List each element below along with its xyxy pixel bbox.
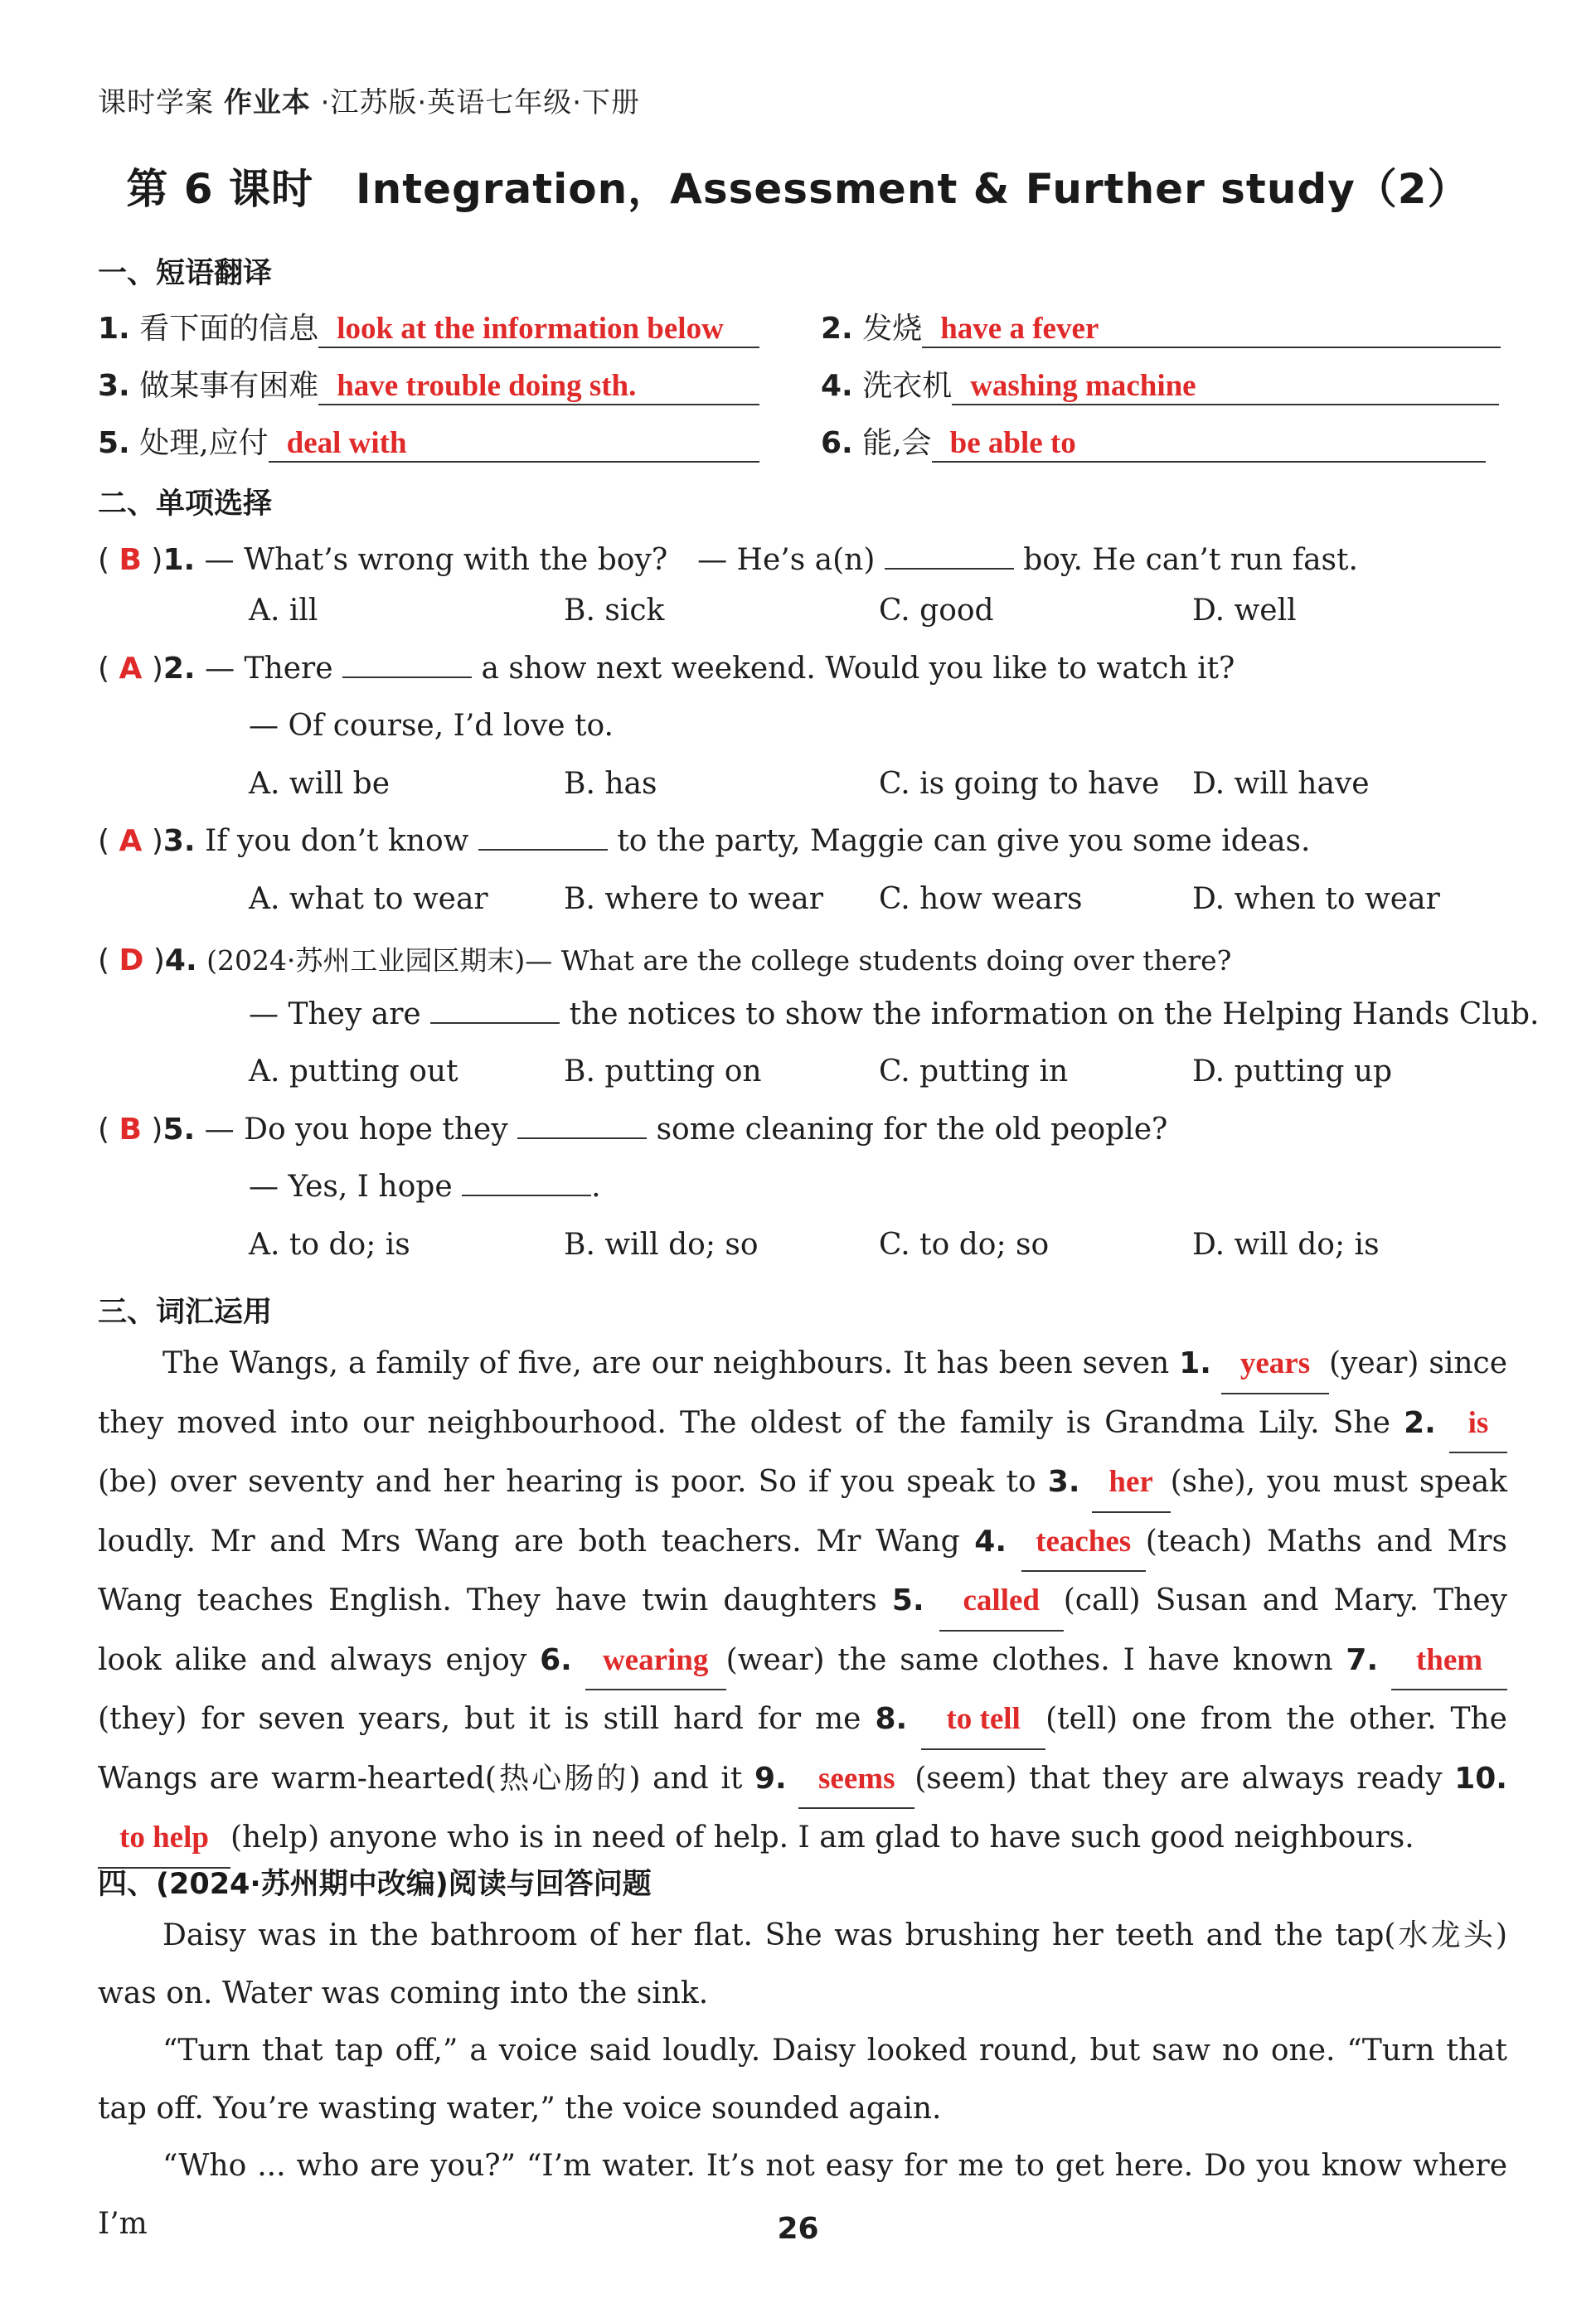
phrase-item-1: 1. 看下面的信息 look at the information below [98, 305, 759, 348]
vocabulary-cloze-passage: The Wangs, a family of five, are our neighbours. It has been seven 1. years (year) since they moved into our neighbourhood. The oldest of the family is Grandma Lily. She 2. is(be) over seventy and her hearing is poor. So if you speak to 3. her (she), you must speak loudly. Mr and Mrs Wang are both teachers. Mr Wang 4. teaches (teach) Maths and Mrs Wang teaches English. They have twin daughters 5. called (call) Susan and Mary. They look alike and always enjoy 6. wearing (wear) the same clothes. I have known 7. them(they) for seven years, but it is still hard for me 8. to tell (tell) one from the other. The Wangs are warm-hearted(热心肠的) and it 9. seems (seem) that they are always ready 10. to help (help) anyone who is in need of help. I am glad to have such good neighbours. [98, 1335, 1507, 1869]
cloze-answer-6: wearing [602, 1642, 709, 1677]
cloze-answer-8: to tell [946, 1702, 1021, 1736]
blank [478, 848, 608, 851]
mc-question-1: ( B )1. — What’s wrong with the boy? — He’s a(n) boy. He can’t run fast. [98, 543, 1358, 577]
section-heading-vocabulary: 三、词汇运用 [98, 1296, 273, 1329]
reading-paragraph-1: Daisy was in the bathroom of her flat. She was brushing her teeth and the tap(水龙头) was on. Water was coming into the sink. [98, 1918, 1507, 2010]
cloze-answer-4: teaches [1036, 1524, 1132, 1559]
page-number: 26 [777, 2212, 819, 2246]
blank [462, 1194, 591, 1196]
choice-answer: A [119, 652, 143, 686]
answer-text: have a fever [940, 312, 1099, 346]
worksheet-page: 课时学案 作业本 ·江苏版·英语七年级·下册 第 6 课时 Integration，Assessment & Further study（2） 一、短语翻译 1. 看下面的信息 look at the information below 2. 发烧 have a fever 3. 做某事有困难 have trouble doing sth. 4. 洗衣机 washing machine 5. 处理,应付 deal with 6. 能,会 be able to 二、单项选择 ( B )1. — What’s wrong with the boy? — He’s a(n) boy. He can’t run fast. A. ill B. sick C. good D. well ( A )2. — There a show next weekend. Would you like to watch it? — Of course, I’d love to. A. will be B. has C. is going to have D. will have ( A )3. If you don’t know to the party, Maggie can give you some ideas. A. what to wear B. where to wear C. how wears D. when to wear ( D )4. (2024·苏州工业园区期末)— What are the college students doing over there? — They are the notices to show the information on the Helping Hands Club. A. putting out B. putting on C. putting in D. putting up ( B )5. — Do you hope they some cleaning for the old people? — Yes, I hope . A. to do; is B. will do; so C. to do; so D. will do; is 三、词汇运用 The Wangs, a family of five, are our neighbours. It has been seven 1. years (year) since they moved into our neighbourhood. The oldest of the family is Grandma Lily. She 2. is(be) over seventy and her hearing is poor. So if you speak to 3. her (she), you must speak loudly. Mr and Mrs Wang are both teachers. Mr Wang 4. teaches (teach) Maths and Mrs Wang teaches English. They have twin daughters 5. called (call) Susan and Mary. They look alike and always enjoy 6. wearing (wear) the same clothes. I have known 7. them(they) for seven years, but it is still hard for me 8. to tell (tell) one from the other. The Wangs are warm-hearted(热心肠的) and it 9. seems (seem) that they are always ready 10. to help (help) anyone who is in need of help. I am glad to have such good neighbours. 四、(2024·苏州期中改编)阅读与回答问题 Daisy was in the bathroom of her flat. She was brushing her teeth and the tap(水龙头) was on. Water was coming into the sink. “Turn that tap off,” a voice said loudly. Daisy looked round, but saw no one. “Turn that tap off. You’re wasting water,” the voice sounded again. “Who ... who are you?” “I’m water. It’s not easy for me to get here. Do you know where I’m 26 [0, 0, 1596, 2313]
book-header [98, 80, 640, 120]
section-heading-reading: 四、(2024·苏州期中改编)阅读与回答问题 [98, 1868, 652, 1901]
reading-paragraph-3: “Who ... who are you?” “I’m water. It’s not easy for me to get here. Do you know where I’m [98, 2149, 1507, 2241]
phrase-item-2: 2. 发烧 have a fever [821, 305, 1501, 348]
cloze-answer-3: her [1108, 1465, 1153, 1499]
choice-answer: B [119, 1113, 142, 1147]
header-series: 课时学案 [98, 86, 214, 119]
section-heading-choice: 二、单项选择 [98, 487, 273, 521]
cloze-answer-7: them [1415, 1642, 1483, 1677]
answer-text: washing machine [970, 369, 1196, 403]
mc-question-2: ( A )2. — There a show next weekend. Would you like to watch it? [98, 652, 1235, 686]
cloze-answer-10: to help [119, 1821, 209, 1855]
blank [342, 676, 472, 678]
blank [885, 567, 1014, 570]
cloze-answer-1: years [1239, 1346, 1311, 1380]
header-rest: ·江苏版·英语七年级·下册 [320, 86, 641, 119]
blank [517, 1137, 647, 1139]
answer-text: be able to [949, 426, 1076, 460]
blank [430, 1021, 560, 1024]
mc-question-2-reply: — Of course, I’d love to. [249, 709, 614, 743]
mc-question-3: ( A )3. If you don’t know to the party, Maggie can give you some ideas. [98, 824, 1311, 858]
reading-paragraph-2: “Turn that tap off,” a voice said loudly. Daisy looked round, but saw no one. “Turn that tap off. You’re wasting water,” the voice sounded again. [98, 2034, 1507, 2126]
lesson-title: 第 6 课时 Integration，Assessment & Further study（2） [126, 165, 1470, 213]
answer-text: have trouble doing sth. [337, 369, 637, 403]
cloze-answer-5: called [963, 1583, 1040, 1617]
mc-question-5-reply: — Yes, I hope . [249, 1170, 601, 1204]
phrase-item-5: 5. 处理,应付 deal with [98, 419, 759, 463]
cloze-answer-2: is [1467, 1405, 1489, 1440]
phrase-item-6: 6. 能,会 be able to [821, 419, 1486, 463]
choice-answer: D [119, 943, 144, 977]
answer-text: look at the information below [337, 312, 724, 346]
choice-answer: B [119, 543, 142, 577]
mc-question-4-reply: — They are the notices to show the information on the Helping Hands Club. [249, 997, 1540, 1031]
header-book: 作业本 [223, 86, 311, 119]
answer-text: deal with [286, 426, 407, 460]
mc-question-4: ( D )4. (2024·苏州工业园区期末)— What are the college students doing over there? [98, 943, 1232, 977]
phrase-item-3: 3. 做某事有困难 have trouble doing sth. [98, 362, 759, 405]
phrase-item-4: 4. 洗衣机 washing machine [821, 362, 1499, 405]
cloze-answer-9: seems [818, 1761, 895, 1796]
mc-question-5: ( B )5. — Do you hope they some cleaning for the old people? [98, 1113, 1168, 1147]
section-heading-phrases: 一、短语翻译 [98, 257, 273, 290]
choice-answer: A [119, 824, 143, 858]
